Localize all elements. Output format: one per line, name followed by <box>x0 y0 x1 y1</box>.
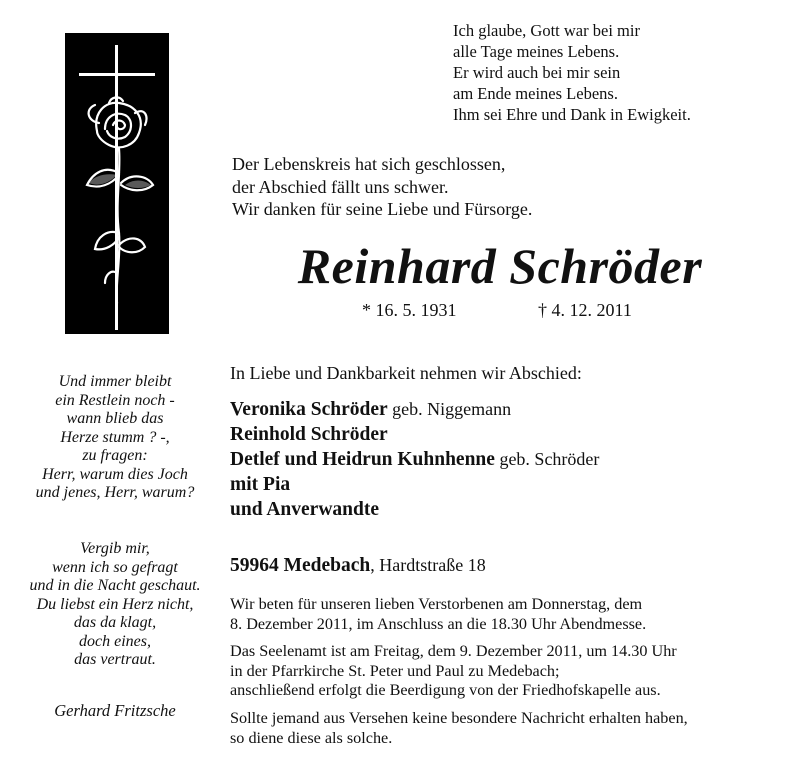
poem-author: Gerhard Fritzsche <box>54 701 176 720</box>
mourner-entry <box>230 422 599 447</box>
poem-stanza-1: Und immer bleibt ein Restlein noch - wann blieb das Herze stumm ? -, zu fragen: Herr, warum dies Joch und jenes, Herr, warum? <box>35 373 195 501</box>
mourner-name: Veronika Schröder <box>230 399 388 420</box>
mourner-entry <box>230 497 599 522</box>
poem-stanza-2: Vergib mir, wenn ich so gefragt und in die Nacht geschaut. Du liebst ein Herz nicht, das da klagt, doch eines, das vertraut. <box>29 540 201 668</box>
address-line <box>230 555 486 577</box>
mourner-note: geb. Schröder <box>494 449 600 469</box>
address-street: , Hardtstraße 18 <box>370 555 486 575</box>
mourner-name: mit Pia <box>230 474 291 495</box>
cross-rose-image <box>65 33 169 334</box>
death-date: † 4. 12. 2011 <box>538 300 632 320</box>
motto-verse: Ich glaube, Gott war bei mir alle Tage meines Lebens. Er wird auch bei mir sein am Ende meines Lebens. Ihm sei Ehre und Dank in Ewigkeit. <box>453 21 691 124</box>
funeral-notice: Das Seelenamt ist am Freitag, dem 9. Dezember 2011, um 14.30 Uhr in der Pfarrkirche St. Peter und Paul zu Medebach; anschließend erfolgt die Beerdigung von der Friedhofskapelle aus. <box>230 642 677 699</box>
mourner-note: geb. Niggemann <box>387 399 512 419</box>
mourner-name: Detlef und Heidrun Kuhnhenne <box>230 449 495 470</box>
birth-date: * 16. 5. 1931 <box>362 300 457 320</box>
notification-notice: Sollte jemand aus Versehen keine besondere Nachricht erhalten haben, so diene diese als solche. <box>230 709 688 747</box>
mourners-list <box>230 397 599 522</box>
prayer-notice: Wir beten für unseren lieben Verstorbenen am Donnerstag, dem 8. Dezember 2011, im Anschluss an die 18.30 Uhr Abendmesse. <box>230 595 647 633</box>
farewell-line: In Liebe und Dankbarkeit nehmen wir Abschied: <box>230 363 582 383</box>
mourner-name: Reinhold Schröder <box>230 424 388 445</box>
mourner-entry <box>230 472 599 497</box>
mourner-entry <box>230 397 599 422</box>
deceased-name: Reinhard Schröder <box>297 238 703 294</box>
cross-rose-icon <box>65 33 169 334</box>
intro-text: Der Lebenskreis hat sich geschlossen, der Abschied fällt uns schwer. Wir danken für seine Liebe und Fürsorge. <box>232 154 533 219</box>
mourner-entry <box>230 447 599 472</box>
mourner-name: und Anverwandte <box>230 499 379 520</box>
address-city: 59964 Medebach <box>230 555 371 576</box>
